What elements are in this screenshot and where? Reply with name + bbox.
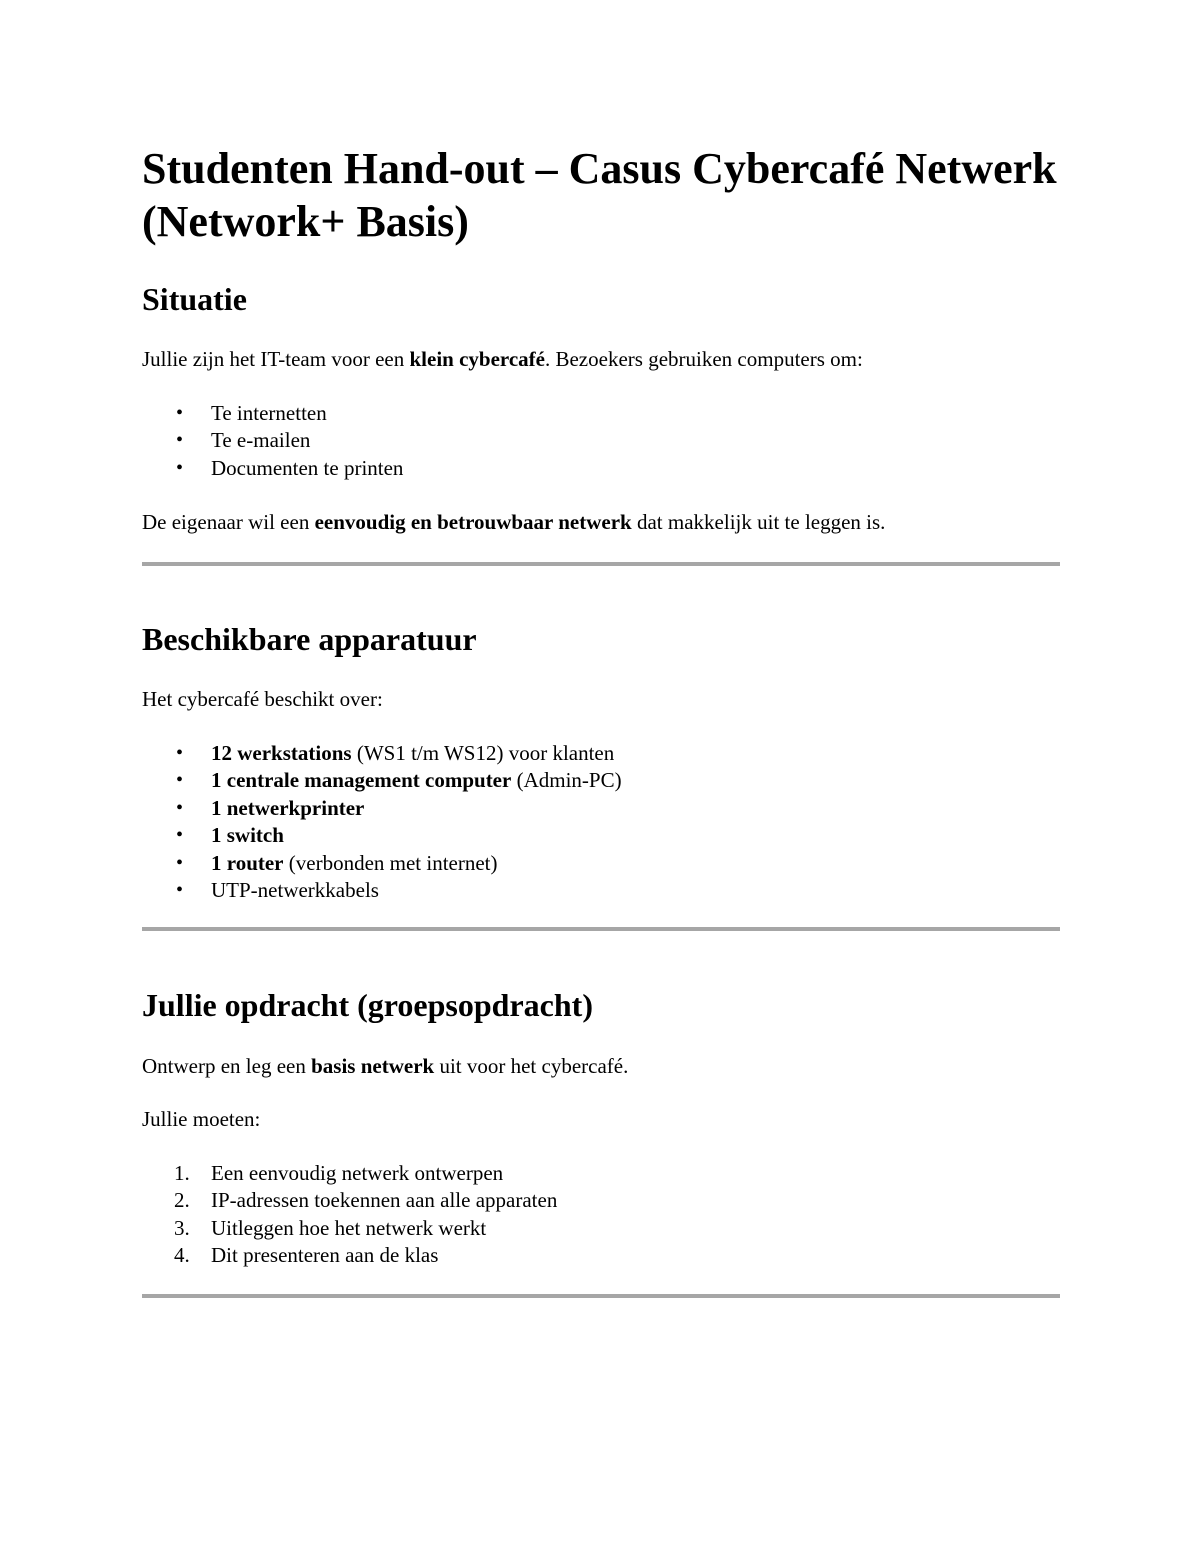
list-item: • Te e-mailen	[176, 428, 311, 453]
list-item: • 1 netwerkprinter	[176, 795, 365, 820]
horizontal-rule	[142, 927, 1060, 931]
list-item: • 1 centrale management computer (Admin-PC)	[176, 768, 622, 793]
list-item: 3. Uitleggen hoe het netwerk werkt	[174, 1215, 487, 1240]
opdracht-steps	[142, 1160, 557, 1270]
heading-situatie: Situatie	[142, 281, 247, 317]
list-item: 2. IP-adressen toekennen aan alle apparaten	[174, 1188, 558, 1213]
document-title: Studenten Hand-out – Casus Cybercafé Netwerk (Network+ Basis)	[142, 144, 1057, 246]
situatie-intro: Jullie zijn het IT-team voor een klein cybercafé. Bezoekers gebruiken computers om:	[142, 347, 863, 371]
list-item: 1. Een eenvoudig netwerk ontwerpen	[174, 1161, 504, 1185]
heading-apparatuur: Beschikbare apparatuur	[142, 621, 477, 657]
horizontal-rule	[142, 1294, 1060, 1298]
list-item: • Documenten te printen	[176, 455, 404, 480]
horizontal-rule	[142, 562, 1060, 566]
apparatuur-list	[142, 740, 622, 904]
situatie-outro: De eigenaar wil een eenvoudig en betrouwbaar netwerk dat makkelijk uit te leggen is.	[142, 510, 886, 534]
list-item: 4. Dit presenteren aan de klas	[174, 1243, 439, 1268]
list-item: • 1 router (verbonden met internet)	[176, 850, 498, 875]
opdracht-moeten: Jullie moeten:	[142, 1107, 261, 1131]
opdracht-intro: Ontwerp en leg een basis netwerk uit voor het cybercafé.	[142, 1054, 629, 1078]
apparatuur-intro: Het cybercafé beschikt over:	[142, 687, 383, 711]
heading-opdracht: Jullie opdracht (groepsopdracht)	[142, 987, 593, 1023]
list-item: • 12 werkstations (WS1 t/m WS12) voor klanten	[176, 741, 615, 765]
situatie-list	[142, 400, 403, 482]
list-item: • Te internetten	[176, 401, 327, 425]
list-item: • UTP-netwerkkabels	[176, 878, 379, 903]
list-item: • 1 switch	[176, 823, 284, 848]
